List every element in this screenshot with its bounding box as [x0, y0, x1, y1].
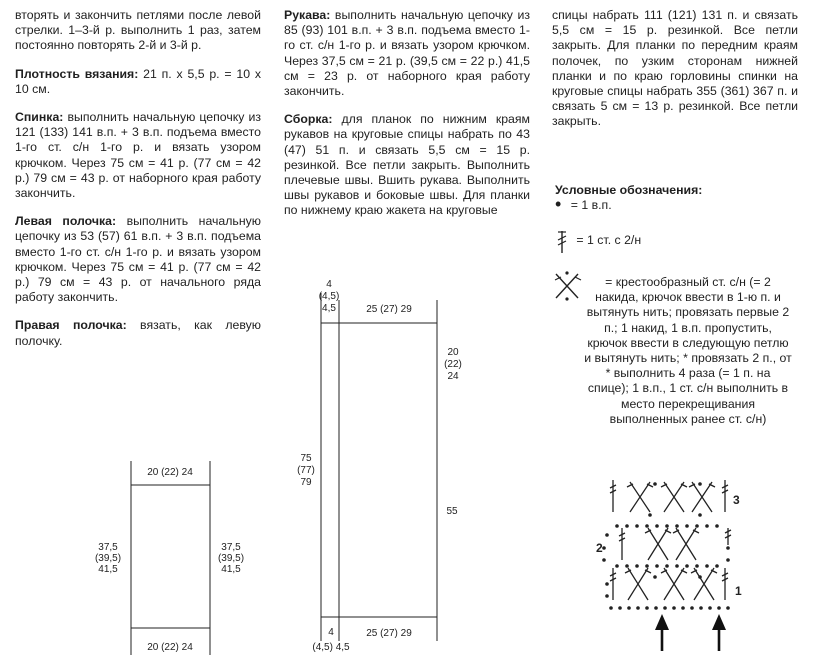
density-heading: Плотность вязания:: [15, 66, 139, 81]
chart-row-3-label: 3: [733, 493, 740, 507]
legend-title: Условные обозначения:: [555, 183, 703, 197]
chart-row-2-label: 2: [596, 541, 603, 555]
repeat-arrows: [655, 614, 726, 651]
back-top-small-3: 4,5: [322, 303, 336, 314]
assembly-heading: Сборка:: [284, 112, 333, 127]
sleeves-text: выполнить начальную цепочку из 85 (93) 101 в.п. + 3 в.п. подъема вместо 1-го ст. с/н 1-го р. и вязать узором крючком. Через 37,5 см = 21 р. (39,5 см = 22 р.) 41,5 см = 23 р. от наборного края работу закончить.: [284, 8, 530, 99]
back-left-label-3: 79: [300, 477, 312, 488]
front-right-label-1: 37,5: [221, 542, 241, 553]
back-bottom-small-1: 4: [328, 627, 334, 638]
back-bottom-small-2: (4,5) 4,5: [312, 642, 350, 653]
back-right-top-3: 24: [447, 371, 459, 382]
chain-row-dots: [602, 482, 730, 610]
legend-chain-text: = 1 в.п.: [570, 198, 612, 212]
back-text: выполнить начальную цепочку из 121 (133) 141 в.п. + 3 в.п. подъема вместо 1-го ст. с/н 1-го р. и вязать узором крючком. Через 75 см = 41 р. (77 см = 42 р.) 79 см = 43 р. от наборного края работу закончить.: [15, 110, 261, 201]
sleeves-heading: Рукава:: [284, 8, 331, 22]
back-right-mid-label: 55: [446, 506, 458, 517]
legend-crossed-text: = крестообразный ст. с/н (= 2 накида, крючок ввести в 1-ю п. и вытянуть нить; провязать первые 2 п.; 1 накид, 1 в.п. пропустить, крючок ввести в следующую петлю и вытянуть нить; * провязать 2 п., от * выполнить 4 раза (= 1 п. на спице); 1 в.п., 1 ст. с/н выполнить в место перекрещивания выполненных ранее ст. с/н): [584, 275, 792, 426]
back-right-top-2: (22): [444, 359, 462, 370]
left-front-text: выполнить начальную цепочку из 53 (57) 61 в.п. + 3 в.п. подъема вместо 1-го ст. с/н 1-го р. и вязать узором крючком. Через 75 см = 41 р. (77 см = 42 р.) 79 см = 43 р. от начального ряда работу закончить.: [15, 214, 261, 305]
stitch-chart: [596, 480, 742, 651]
back-bottom-label: 25 (27) 29: [366, 628, 412, 639]
front-right-label-3: 41,5: [221, 564, 241, 575]
legend-dc-text: = 1 ст. с 2/н: [576, 232, 642, 247]
edge-double-crochets: [610, 480, 731, 600]
front-left-label-1: 37,5: [98, 542, 118, 553]
front-right-label-2: (39,5): [217, 553, 245, 564]
col3-paragraph: спицы набрать 111 (121) 131 п. и связать 5,5 см = 15 р. резинкой. Все петли закрыть. Для планки по передним краям полочек, по узким сторонам нижней планки и по краю горловины спинки на круговые спицы набрать 355 (361) 367 п. и связать 5 см = 13 р. резинкой. Все петли закрыть.: [552, 8, 798, 129]
back-top-label: 25 (27) 29: [366, 304, 412, 315]
back-left-label-1: 75: [300, 453, 312, 464]
intro-paragraph: вторять и закончить петлями после левой стрелки. 1–3-й р. выполнить 1 раз, затем постоянно повторять 2-й и 3-й р.: [15, 8, 261, 53]
chart-row-1-label: 1: [735, 584, 742, 598]
right-front-text: вязать, как левую полочку.: [15, 318, 262, 348]
crossed-stitches: [625, 482, 717, 600]
left-front-heading: Левая полочка:: [15, 214, 117, 229]
front-bottom-label: 20 (22) 24: [147, 642, 193, 653]
back-left-label-2: (77): [297, 465, 315, 476]
back-heading: Спинка:: [15, 110, 64, 125]
front-left-label-3: 41,5: [98, 564, 118, 575]
right-front-heading: Правая полочка:: [15, 318, 127, 333]
front-left-label-2: (39,5): [94, 553, 122, 564]
back-right-top-1: 20: [447, 347, 459, 358]
back-panel-diagram: [297, 279, 462, 653]
front-top-label: 20 (22) 24: [147, 467, 193, 478]
back-top-small-2: (4,5): [318, 291, 340, 302]
density-text: 21 п. х 5,5 р. = 10 х 10 см.: [15, 66, 262, 96]
front-panel-diagram: [95, 461, 244, 655]
back-top-small-1: 4: [326, 279, 332, 290]
assembly-text: для планок по нижним краям рукавов на круговые спицы набрать по 43 (47) 51 п. и связать 5,5 см = 15 р. резинкой. Все петли закрыть. Выполнить плечевые швы. Вшить рукава. Выполнить швы рукавов и боковые швы. Для планки по нижнему краю жакета на круговые: [284, 112, 530, 218]
chain-stitch-icon: •: [555, 194, 562, 214]
